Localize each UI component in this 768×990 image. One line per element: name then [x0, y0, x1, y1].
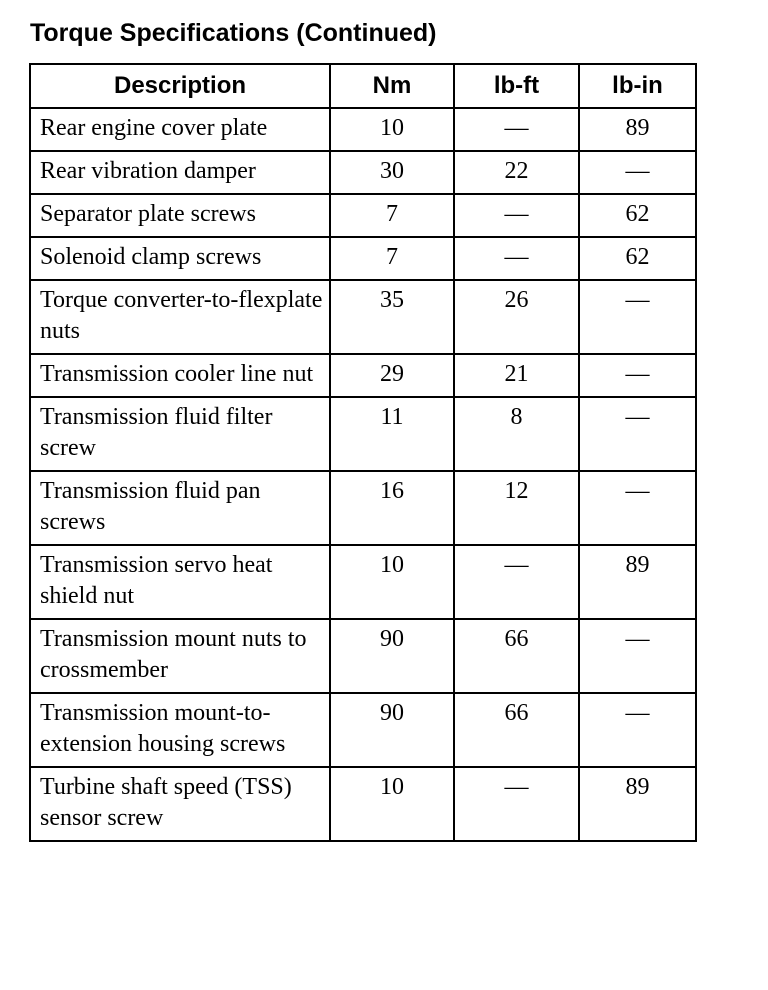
header-description: Description [30, 64, 330, 108]
table-row [30, 693, 696, 767]
cell-lbin: 62 [579, 237, 696, 280]
table-header-row [30, 64, 696, 108]
cell-lbft: 21 [454, 354, 579, 397]
table-row [30, 619, 696, 693]
cell-lbft: — [454, 545, 579, 619]
header-lbft: lb-ft [454, 64, 579, 108]
cell-lbft: — [454, 108, 579, 151]
cell-lbft: 66 [454, 693, 579, 767]
cell-lbft: 22 [454, 151, 579, 194]
cell-nm: 90 [330, 619, 454, 693]
table-row [30, 397, 696, 471]
table-row [30, 545, 696, 619]
table-row [30, 767, 696, 841]
table-row [30, 194, 696, 237]
cell-description: Transmission servo heat shield nut [30, 545, 330, 619]
cell-nm: 10 [330, 767, 454, 841]
cell-nm: 35 [330, 280, 454, 354]
cell-lbft: 66 [454, 619, 579, 693]
cell-lbin: — [579, 471, 696, 545]
cell-nm: 29 [330, 354, 454, 397]
cell-lbft: — [454, 194, 579, 237]
cell-description: Transmission fluid pan screws [30, 471, 330, 545]
table-row [30, 237, 696, 280]
cell-description: Transmission mount nuts to crossmember [30, 619, 330, 693]
cell-description: Transmission cooler line nut [30, 354, 330, 397]
cell-lbin: 62 [579, 194, 696, 237]
cell-description: Separator plate screws [30, 194, 330, 237]
table-row [30, 280, 696, 354]
cell-lbin: 89 [579, 545, 696, 619]
cell-lbin: — [579, 151, 696, 194]
cell-description: Rear engine cover plate [30, 108, 330, 151]
cell-nm: 16 [330, 471, 454, 545]
cell-description: Torque converter-to-flexplate nuts [30, 280, 330, 354]
cell-lbin: — [579, 619, 696, 693]
cell-lbin: — [579, 280, 696, 354]
cell-lbin: — [579, 693, 696, 767]
cell-lbft: 8 [454, 397, 579, 471]
cell-nm: 7 [330, 237, 454, 280]
header-lbin: lb-in [579, 64, 696, 108]
cell-lbft: 12 [454, 471, 579, 545]
cell-nm: 90 [330, 693, 454, 767]
cell-lbft: — [454, 767, 579, 841]
cell-nm: 7 [330, 194, 454, 237]
cell-lbin: 89 [579, 108, 696, 151]
cell-description: Rear vibration damper [30, 151, 330, 194]
torque-spec-table [29, 63, 697, 842]
cell-lbin: 89 [579, 767, 696, 841]
cell-lbft: — [454, 237, 579, 280]
table-row [30, 108, 696, 151]
cell-description: Solenoid clamp screws [30, 237, 330, 280]
cell-lbin: — [579, 354, 696, 397]
table-row [30, 151, 696, 194]
page-title: Torque Specifications (Continued) [30, 19, 437, 47]
cell-nm: 10 [330, 108, 454, 151]
cell-description: Transmission mount-to-extension housing screws [30, 693, 330, 767]
cell-lbin: — [579, 397, 696, 471]
cell-nm: 10 [330, 545, 454, 619]
cell-lbft: 26 [454, 280, 579, 354]
table-row [30, 354, 696, 397]
cell-nm: 11 [330, 397, 454, 471]
cell-nm: 30 [330, 151, 454, 194]
cell-description: Turbine shaft speed (TSS) sensor screw [30, 767, 330, 841]
table-row [30, 471, 696, 545]
cell-description: Transmission fluid filter screw [30, 397, 330, 471]
header-nm: Nm [330, 64, 454, 108]
